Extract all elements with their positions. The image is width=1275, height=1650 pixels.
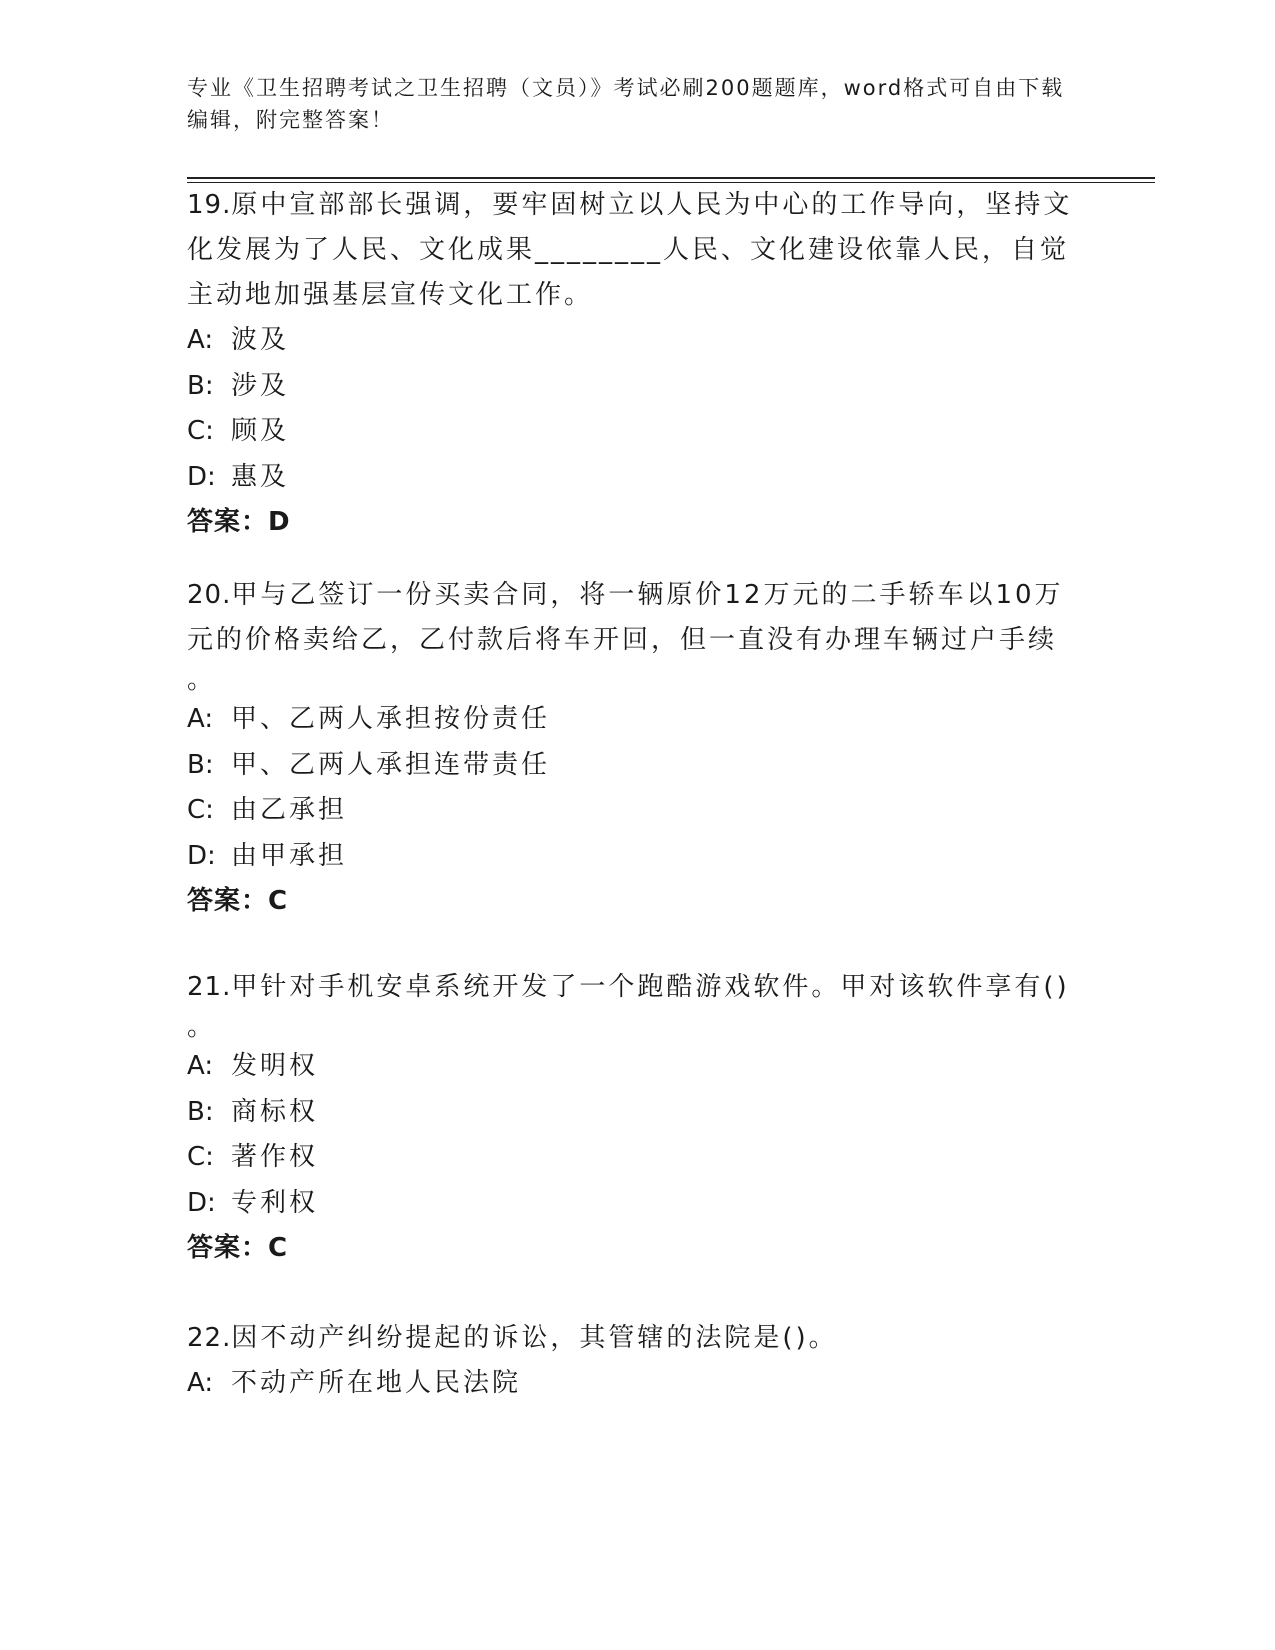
question-22 bbox=[187, 1316, 1087, 1407]
option-d bbox=[187, 834, 1087, 880]
option-b bbox=[187, 743, 1087, 789]
question-line: 元的价格卖给乙，乙付款后将车开回，但一直没有办理车辆过户手续 bbox=[187, 625, 1058, 655]
option-text: 商标权 bbox=[231, 1096, 319, 1127]
option-letter: D: bbox=[187, 1187, 216, 1218]
option-d bbox=[187, 455, 1087, 501]
option-letter: C: bbox=[187, 1142, 214, 1172]
option-c bbox=[187, 788, 1087, 834]
question-line: 主动地加强基层宣传文化工作。 bbox=[187, 280, 594, 310]
answer-label: 答案：C bbox=[187, 886, 289, 916]
question-line: 甲针对手机安卓系统开发了一个跑酷游戏软件。甲对该软件享有() bbox=[231, 972, 1070, 1002]
option-text: 由乙承担 bbox=[231, 795, 348, 825]
option-letter: A: bbox=[187, 1368, 214, 1398]
option-letter: A: bbox=[187, 1051, 214, 1081]
option-a bbox=[187, 697, 1087, 743]
option-letter: D: bbox=[187, 840, 216, 871]
option-text: 甲、乙两人承担按份责任 bbox=[231, 704, 551, 734]
option-text: 甲、乙两人承担连带责任 bbox=[231, 749, 551, 780]
question-line: 甲与乙签订一份买卖合同，将一辆原价12万元的二手轿车以10万 bbox=[231, 580, 1064, 610]
question-number: 22. bbox=[187, 1323, 232, 1353]
option-letter: B: bbox=[187, 749, 214, 780]
option-text: 波及 bbox=[231, 325, 290, 355]
option-letter: C: bbox=[187, 416, 214, 446]
option-letter: C: bbox=[187, 795, 214, 825]
option-a bbox=[187, 1361, 1087, 1407]
header-divider-thick bbox=[187, 177, 1155, 179]
option-letter: A: bbox=[187, 704, 214, 734]
question-20 bbox=[187, 573, 1087, 924]
option-c bbox=[187, 1135, 1087, 1181]
option-c bbox=[187, 409, 1087, 455]
question-text bbox=[187, 1316, 1087, 1361]
option-letter: B: bbox=[187, 1096, 214, 1127]
option-letter: B: bbox=[187, 370, 214, 401]
question-text bbox=[187, 573, 1087, 618]
option-b bbox=[187, 1090, 1087, 1136]
answer-label: 答案：D bbox=[187, 507, 291, 537]
option-b bbox=[187, 364, 1087, 410]
question-line: 因不动产纠纷提起的诉讼，其管辖的法院是()。 bbox=[231, 1323, 838, 1353]
question-line: 。 bbox=[187, 1012, 214, 1042]
option-text: 不动产所在地人民法院 bbox=[231, 1368, 522, 1398]
question-19 bbox=[187, 183, 1087, 545]
question-21 bbox=[187, 965, 1087, 1271]
question-number: 20. bbox=[187, 580, 232, 610]
option-text: 涉及 bbox=[231, 370, 290, 401]
option-text: 著作权 bbox=[231, 1142, 319, 1172]
option-a bbox=[187, 318, 1087, 364]
option-text: 专利权 bbox=[231, 1187, 319, 1218]
option-d bbox=[187, 1181, 1087, 1227]
option-text: 顾及 bbox=[231, 416, 290, 446]
option-text: 发明权 bbox=[231, 1051, 319, 1081]
option-letter: D: bbox=[187, 461, 216, 492]
option-text: 由甲承担 bbox=[231, 840, 348, 871]
option-a bbox=[187, 1044, 1087, 1090]
document-header: 专业《卫生招聘考试之卫生招聘（文员）》考试必刷200题题库，word格式可自由下载编辑，附完整答案！ bbox=[187, 76, 1065, 132]
option-letter: A: bbox=[187, 325, 214, 355]
question-line: 。 bbox=[187, 665, 214, 695]
option-text: 惠及 bbox=[231, 461, 290, 492]
question-text bbox=[187, 183, 1087, 228]
question-line: 原中宣部部长强调，要牢固树立以人民为中心的工作导向，坚持文 bbox=[231, 190, 1073, 220]
question-number: 21. bbox=[187, 972, 232, 1002]
question-text bbox=[187, 965, 1087, 1010]
question-line: 化发展为了人民、文化成果________人民、文化建设依靠人民，自觉 bbox=[187, 235, 1070, 265]
answer-label: 答案：C bbox=[187, 1233, 289, 1263]
question-number: 19. bbox=[187, 190, 232, 220]
